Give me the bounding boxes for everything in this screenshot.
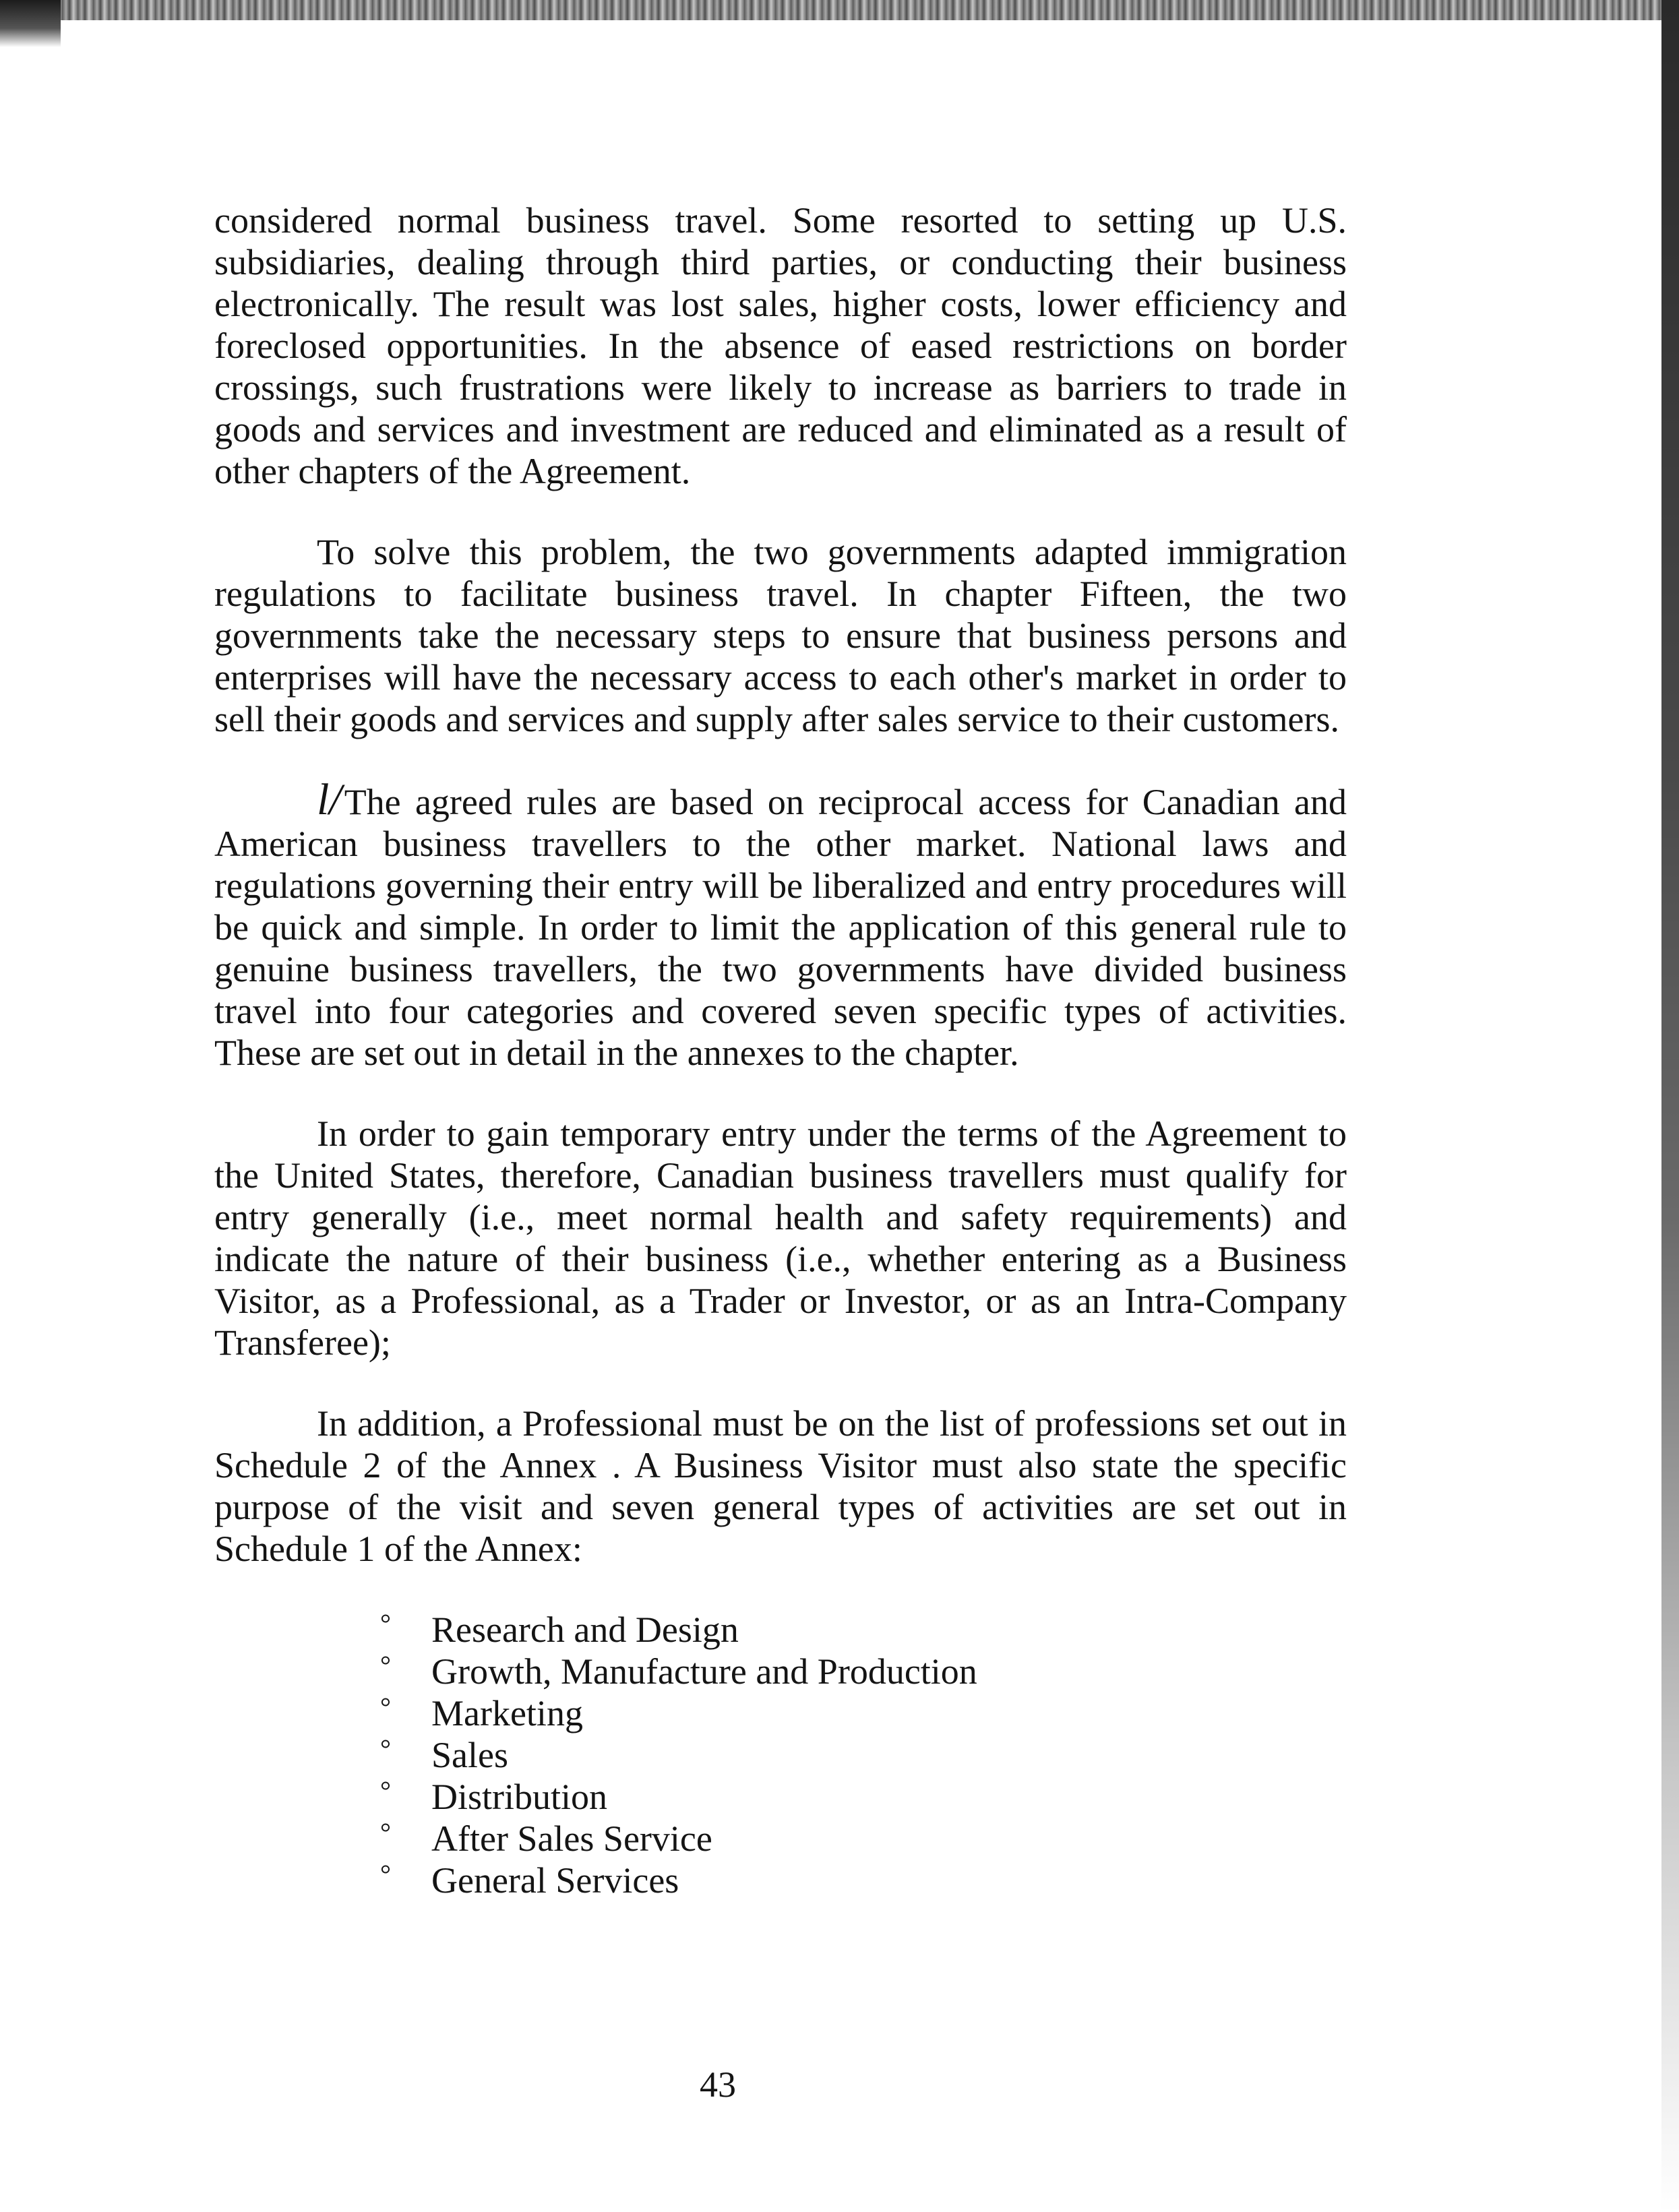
document-body xyxy=(214,199,1347,1901)
scan-edge-right xyxy=(1661,0,1679,2212)
paragraph-professional-list: In addition, a Professional must be on the list of professions set out in Schedule 2 of the Annex . A Business Visitor must also state the specific purpose of the visit and seven general types of activities are set out in Schedule 1 of the Annex: xyxy=(214,1403,1347,1569)
scan-corner-shadow xyxy=(0,0,61,47)
bullet-icon: ° xyxy=(380,1733,391,1764)
list-item xyxy=(380,1651,1347,1692)
paragraph-normal-business-travel: considered normal business travel. Some resorted to setting up U.S. subsidiaries, dealing through third parties, or conducting their business electronically. The result was lost sales, higher costs, lower efficiency and foreclosed opportunities. In the absence of eased restrictions on border crossings, such frustrations were likely to increase as barriers to trade in goods and services and investment are reduced and eliminated as a result of other chapters of the Agreement. xyxy=(214,200,1347,491)
list-item xyxy=(380,1776,1347,1818)
list-item xyxy=(380,1860,1347,1901)
bullet-icon: ° xyxy=(380,1775,391,1806)
bullet-icon: ° xyxy=(380,1817,391,1847)
activity-sales: Sales xyxy=(431,1735,508,1775)
scan-edge-top xyxy=(0,0,1679,20)
paragraph-solve-problem: To solve this problem, the two governments adapted immigration regulations to facilitate business travel. In chapter Fifteen, the two governments take the necessary steps to ensure that business persons and enterprises will have the necessary access to each other's market in order to sell their goods and services and supply after sales service to their customers. xyxy=(214,532,1347,739)
bullet-icon: ° xyxy=(380,1692,391,1722)
list-item xyxy=(380,1692,1347,1734)
activity-marketing: Marketing xyxy=(431,1693,583,1733)
activity-general-services: General Services xyxy=(431,1860,679,1901)
paragraph-agreed-rules-text: The agreed rules are based on reciprocal access for Canadian and American business travellers to the other market. National laws and regulations governing their entry will be liberalized and entry procedures will be quick and simple. In order to limit the application of this general rule to genuine business travellers, the two governments have divided business travel into four categories and covered seven specific types of activities. These are set out in detail in the annexes to the chapter. xyxy=(214,782,1347,1073)
activity-after-sales-service: After Sales Service xyxy=(431,1818,712,1859)
paragraph-agreed-rules xyxy=(214,775,1347,1074)
list-item xyxy=(380,1734,1347,1776)
paragraph-temporary-entry: In order to gain temporary entry under the terms of the Agreement to the United States, therefore, Canadian business travellers must qualify for entry generally (i.e., meet normal health and safety requirements) and indicate the nature of their business (i.e., whether entering as a Business Visitor, as a Professional, as a Trader or Investor, or as an Intra-Company Transferee); xyxy=(214,1113,1347,1363)
list-item xyxy=(380,1818,1347,1860)
list-item xyxy=(380,1609,1347,1651)
bullet-icon: ° xyxy=(380,1859,391,1889)
activity-research-design: Research and Design xyxy=(431,1609,739,1650)
bullet-icon: ° xyxy=(380,1608,391,1638)
activities-list xyxy=(380,1609,1347,1901)
handwritten-annotation-mark: l/ xyxy=(317,775,342,824)
activity-distribution: Distribution xyxy=(431,1777,608,1817)
activity-growth-manufacture-production: Growth, Manufacture and Production xyxy=(431,1651,977,1692)
bullet-icon: ° xyxy=(380,1650,391,1680)
page-number: 43 xyxy=(700,2064,736,2105)
